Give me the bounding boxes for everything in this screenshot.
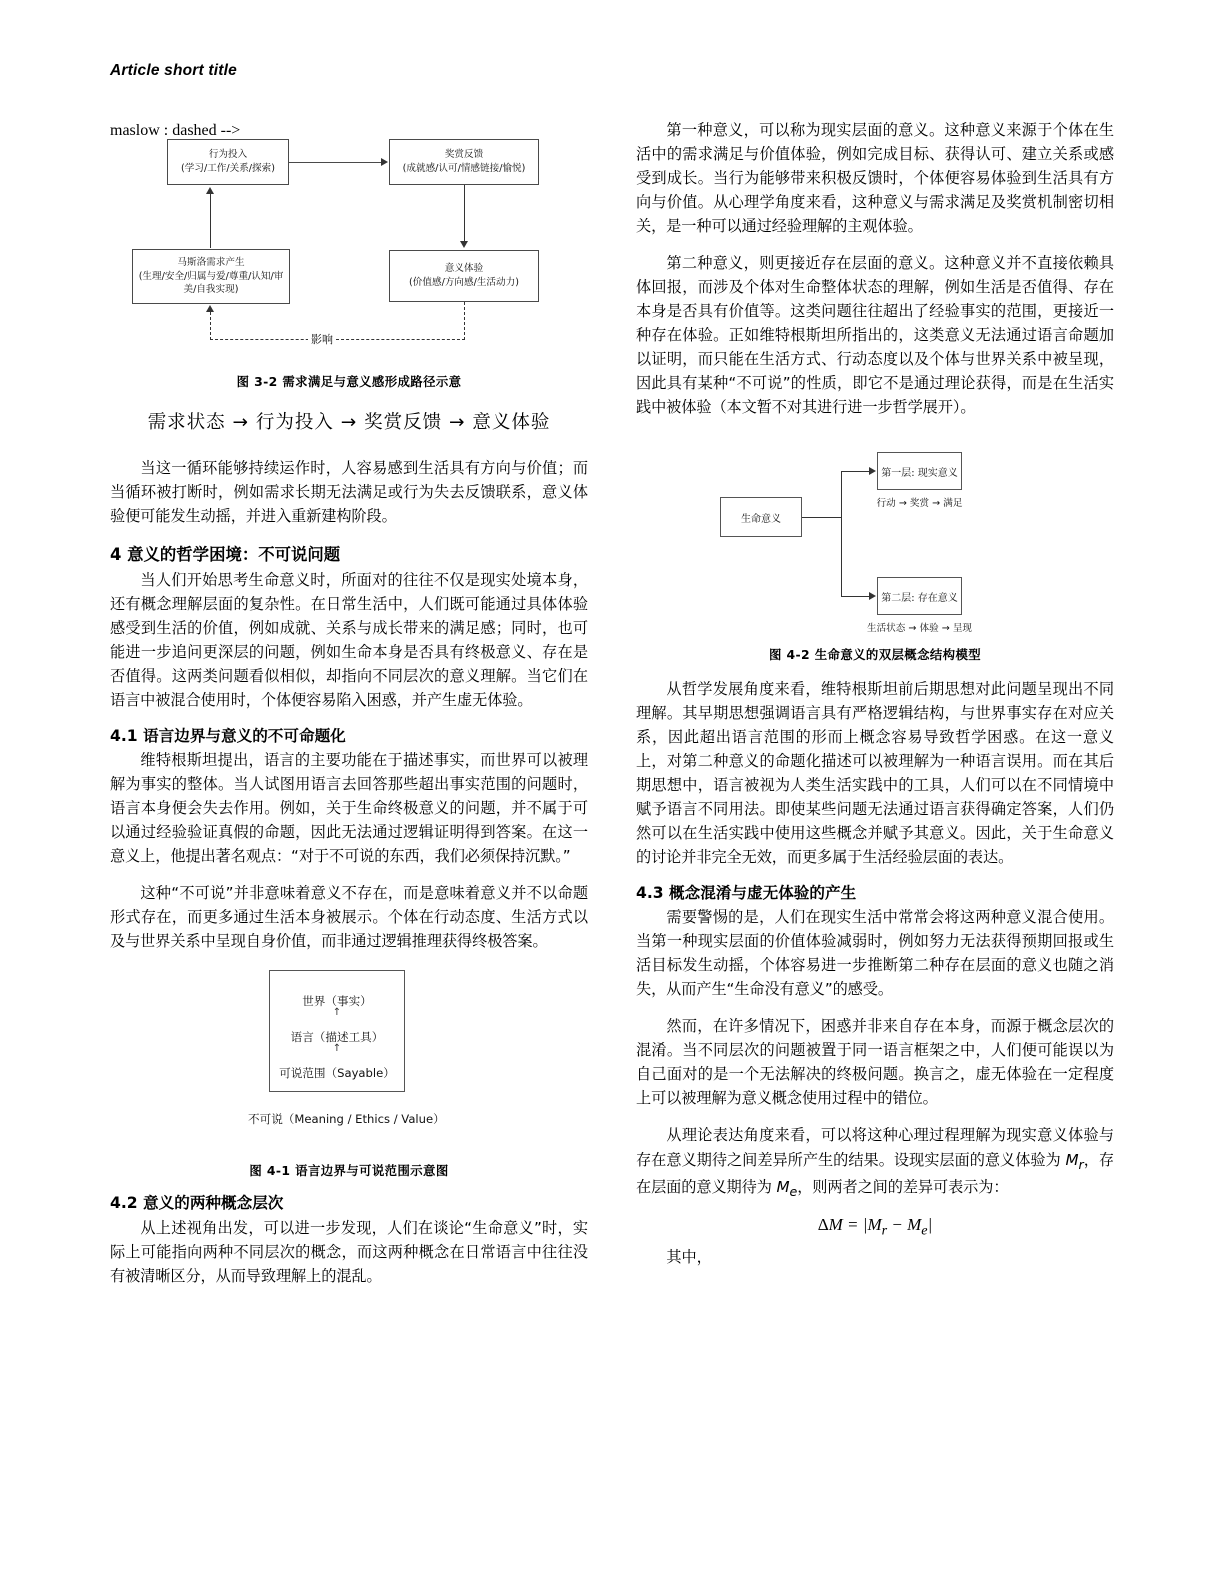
- diagram-node-behavior: [167, 139, 289, 185]
- sayable-row-sayable: 可说范围（Sayable）: [279, 1066, 395, 1081]
- arrow-reward-to-meaning: [464, 185, 465, 241]
- meaning-flow-line: 需求状态 → 行为投入 → 奖赏反馈 → 意义体验: [147, 412, 551, 433]
- node-layer1-reality-meaning: 第一层: 现实意义: [877, 452, 962, 490]
- formula-delta-m: $\Delta M = |M_r - M_e|$: [817, 1214, 933, 1238]
- node-reward-line2: (成就感/认可/情感链接/愉悦): [402, 163, 526, 174]
- node-maslow-line2: (生理/安全/归属与爱/尊重/认知/审美/自我实现): [138, 270, 284, 296]
- unsayable-label: 不可说（Meaning / Ethics / Value）: [248, 1112, 445, 1127]
- up-arrow-icon-1: ↑: [332, 1007, 342, 1019]
- paragraph-second-meaning: 第二种意义，则更接近存在层面的意义。这种意义并不直接依赖具体回报，而涉及个体对生命整体状态的理解，例如生活是否值得、存在本身是否具有价值等。这类问题往往超出了经验事实的范围，更接近一种存在体验。正如维特根斯坦所指出的，这类意义无法通过语言命题加以证明，而只能在生活方式、行动态度以及个体与世界关系中被呈现，因此具有某种“不可说”的性质，即它不是通过理论获得，而是在生活实践中被体验（本文暂不对其进行进一步哲学展开）。: [636, 254, 1114, 417]
- node-maslow-line1: 马斯洛需求产生: [177, 257, 245, 269]
- arrowhead-right-layer1: [869, 467, 876, 475]
- paragraph-4-3-b: 然而，在许多情况下，困惑并非来自存在本身，而源于概念层次的混淆。当不同层次的问题被置于同一语言框架之中，人们便可能误以为自己面对的是一个无法解决的终极问题。换言之，虚无体验在一定程度上可以被理解为意义概念使用过程中的错位。: [636, 1017, 1114, 1108]
- diagram-node-maslow: [132, 249, 290, 304]
- figure-4-1-caption: 图 4-1 语言边界与可说范围示意图: [249, 1163, 449, 1179]
- arrowhead-up-influence-maslow: [206, 305, 214, 312]
- dashed-line-meaning-down: [464, 302, 465, 340]
- arrowhead-right-behavior-reward: [381, 158, 388, 166]
- sublabel-layer1: 行动 → 奖赏 → 满足: [876, 498, 963, 510]
- diagram-node-meaning: [389, 250, 539, 302]
- connector-root-stem: [802, 517, 842, 518]
- node-reward-line1: 奖赏反馈: [444, 149, 484, 161]
- figure-3-2-caption: 图 3-2 需求满足与意义感形成路径示意: [236, 374, 462, 389]
- arrowhead-down-reward-meaning: [460, 241, 468, 248]
- paragraph-cycle: 当这一循环能够持续运作时，人容易感到生活具有方向与价值；而当循环被打断时，例如需求长期无法满足或行为失去反馈联系，意义体验便可能发生动摇，并进入重新建构阶段。: [110, 459, 588, 526]
- heading-section-4-3: 4.3 概念混淆与虚无体验的产生: [636, 884, 857, 903]
- paragraph-wittgenstein: 从哲学发展角度来看，维特根斯坦前后期思想对此问题呈现出不同理解。其早期思想强调语言具有严格逻辑结构，与世界事实存在对应关系，因此超出语言范围的形而上概念容易导致哲学困惑。在这一意义上，对第二种意义的命题化描述可以被理解为一种语言误用。而在其后期思想中，语言被视为人类生活实践中的工具，人们可以在不同情境中赋予语言不同用法。即使某些问题无法通过语言获得确定答案，人们仍然可以在生活实践中使用这些概念并赋予其意义。因此，关于生命意义的讨论并非完全无效，而更多属于生活经验层面的表达。: [636, 680, 1114, 867]
- connector-vertical-split: [841, 471, 842, 597]
- paragraph-first-meaning: 第一种意义，可以称为现实层面的意义。这种意义来源于个体在生活中的需求满足与价值体验，例如完成目标、获得认可、建立关系或感受到成长。当行为能够带来积极反馈时，个体便容易体验到生活具有方向与价值。从心理学角度来看，这种意义与需求满足及奖赏机制密切相关，是一种可以通过经验理解的主观体验。: [636, 121, 1114, 236]
- sayable-scope-box: [269, 970, 405, 1092]
- node-life-meaning: 生命意义: [720, 497, 802, 537]
- paragraph-4-3-c: 从理论表达角度来看，可以将这种心理过程理解为现实意义体验与存在意义期待之间差异所产生的结果。设现实层面的意义体验为 $M_r$，存在层面的意义期待为 $M_e$，则两者之间的差异可表示为：: [636, 1126, 1114, 1199]
- figure-4-2-caption: 图 4-2 生命意义的双层概念结构模型: [768, 647, 982, 663]
- heading-section-4-2: 4.2 意义的两种概念层次: [110, 1194, 284, 1213]
- connector-to-layer1: [841, 471, 871, 472]
- arrowhead-up-maslow-behavior: [206, 187, 214, 194]
- node-meaning-line1: 意义体验: [444, 263, 484, 275]
- node-behavior-line1: 行为投入: [208, 149, 248, 161]
- right-column: [636, 118, 1114, 1282]
- paragraph-4-2: 从上述视角出发，可以进一步发现，人们在谈论“生命意义”时，实际上可能指向两种不同层次的概念，而这两种概念在日常语言中往往没有被清晰区分，从而导致理解上的混乱。: [110, 1218, 588, 1285]
- connector-to-layer2: [841, 596, 871, 597]
- dashed-line-influence: [210, 339, 465, 340]
- node-behavior-line2: (学习/工作/关系/探索): [181, 163, 275, 174]
- paragraph-4-1-b: 这种“不可说”并非意味着意义不存在，而是意味着意义并不以命题形式存在，而更多通过生活本身被展示。个体在行动态度、生活方式以及与世界关系中呈现自身价值，而非通过逻辑推理获得终极答案。: [110, 884, 588, 951]
- arrowhead-right-layer2: [869, 592, 876, 600]
- dashed-line-up-to-maslow: [210, 312, 211, 340]
- running-head: Article short title: [110, 62, 237, 79]
- sayable-row-world: 世界（事实）: [302, 994, 372, 1009]
- paragraph-4-1-a: 维特根斯坦提出，语言的主要功能在于描述事实，而世界可以被理解为事实的整体。当人试图用语言去回答那些超出事实范围的问题时，语言本身便会失去作用。例如，关于生命终极意义的问题，并不属于可以通过经验验证真假的命题，因此无法通过逻辑证明得到答案。在这一意义上，他提出著名观点：“对于不可说的东西，我们必须保持沉默。”: [110, 751, 588, 866]
- figure-4-1-diagram: [110, 966, 588, 1151]
- heading-section-4: 4 意义的哲学困境：不可说问题: [110, 545, 341, 565]
- arrow-maslow-to-behavior: [210, 194, 211, 248]
- up-arrow-icon-2: ↑: [332, 1043, 342, 1055]
- arrow-behavior-to-reward: [289, 162, 382, 163]
- figure-4-2-diagram: [636, 435, 1114, 635]
- node-layer2-existence-meaning: 第二层: 存在意义: [877, 577, 962, 615]
- edge-label-influence: 影响: [308, 331, 336, 347]
- heading-section-4-1: 4.1 语言边界与意义的不可命题化: [110, 727, 346, 746]
- left-column: [110, 118, 588, 1301]
- paragraph-where: 其中，: [666, 1247, 712, 1266]
- figure-3-2-diagram: 行为投入 (学习/工作/关系/探索) 奖赏反馈 (成就感/认可/情感链接/愉悦) 马斯洛需求产生 (生理/安全/归属与爱/尊重/认知/审美/自我实现) 意义体验 (价值感/方向感/生活动力) maslow : dashed --> 影响: [110, 122, 588, 362]
- node-meaning-line2: (价值感/方向感/生活动力): [409, 277, 519, 288]
- paragraph-4-3-a: 需要警惕的是，人们在现实生活中常常会将这两种意义混合使用。当第一种现实层面的价值体验减弱时，例如努力无法获得预期回报或生活目标发生动摇，个体容易进一步推断第二种存在层面的意义也随之消失，从而产生“生命没有意义”的感受。: [636, 908, 1114, 999]
- paragraph-section-4-intro: 当人们开始思考生命意义时，所面对的往往不仅是现实处境本身，还有概念理解层面的复杂性。在日常生活中，人们既可能通过具体体验感受到生活的价值，例如成就、关系与成长带来的满足感；同时，也可能进一步追问更深层的问题，例如生命本身是否具有终极意义、存在是否值得。这两类问题看似相似，却指向不同层次的意义理解。当它们在语言中被混合使用时，个体便容易陷入困惑，并产生虚无体验。: [110, 571, 588, 710]
- diagram-node-reward: [389, 139, 539, 185]
- sublabel-layer2: 生活状态 → 体验 → 呈现: [866, 623, 973, 635]
- sayable-row-language: 语言（描述工具）: [290, 1030, 384, 1045]
